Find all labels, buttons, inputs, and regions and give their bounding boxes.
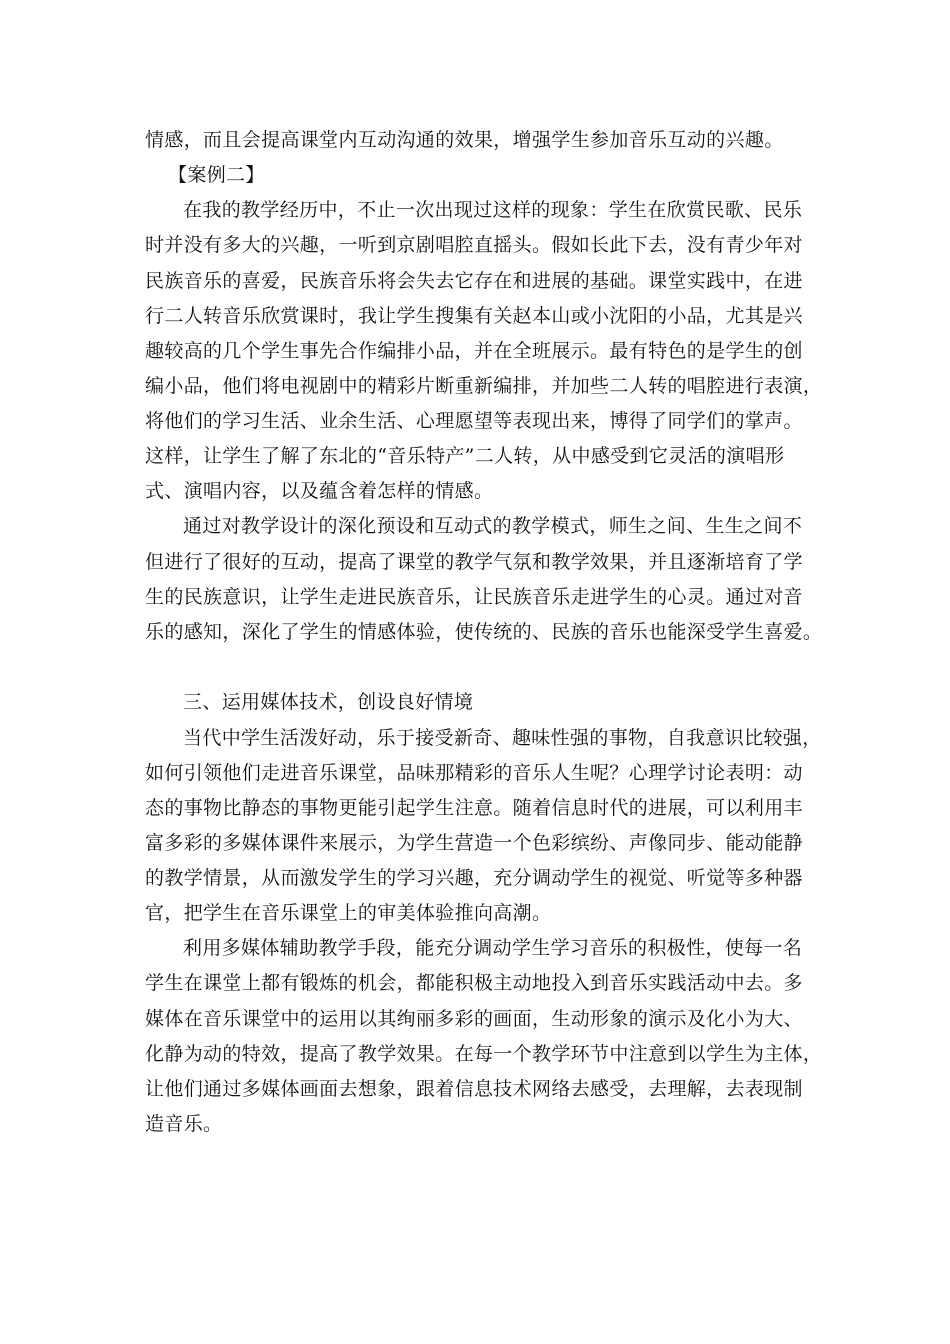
case-heading: 【案例二】 (168, 164, 265, 186)
paragraph-line: 通过对教学设计的深化预设和互动式的教学模式，师生之间、生生之间不 (183, 515, 803, 537)
paragraph-line: 富多彩的多媒体课件来展示，为学生营造一个色彩缤纷、声像同步、能动能静 (145, 832, 803, 854)
paragraph-line: 民族音乐的喜爱，民族音乐将会失去它存在和进展的基础。课堂实践中，在进 (145, 270, 803, 292)
paragraph-line: 造音乐。 (145, 1113, 223, 1135)
paragraph-line: 当代中学生活泼好动，乐于接受新奇、趣味性强的事物，自我意识比较强， (183, 727, 822, 749)
section-heading: 三、运用媒体技术，创设良好情境 (183, 691, 474, 713)
paragraph-line: 媒体在音乐课堂中的运用以其绚丽多彩的画面，生动形象的演示及化小为大、 (145, 1008, 803, 1030)
paragraph-line: 学生在课堂上都有锻炼的机会，都能积极主动地投入到音乐实践活动中去。多 (145, 972, 803, 994)
paragraph-line: 乐的感知，深化了学生的情感体验，使传统的、民族的音乐也能深受学生喜爱。 (145, 621, 823, 643)
paragraph-line: 将他们的学习生活、业余生活、心理愿望等表现出来，博得了同学们的掌声。 (145, 410, 803, 432)
paragraph-line: 趣较高的几个学生事先合作编排小品，并在全班展示。最有特色的是学生的创 (145, 340, 803, 362)
paragraph-line: 式、演唱内容，以及蕴含着怎样的情感。 (145, 480, 494, 502)
paragraph-line: 的教学情景，从而激发学生的学习兴趣，充分调动学生的视觉、听觉等多种器 (145, 867, 803, 889)
paragraph-line: 但进行了很好的互动，提高了课堂的教学气氛和教学效果，并且逐渐培育了学 (145, 551, 803, 573)
paragraph-line: 官，把学生在音乐课堂上的审美体验推向高潮。 (145, 902, 552, 924)
paragraph-line: 情感，而且会提高课堂内互动沟通的效果，增强学生参加音乐互动的兴趣。 (145, 129, 784, 151)
paragraph-line: 编小品，他们将电视剧中的精彩片断重新编排，并加些二人转的唱腔进行表演， (145, 375, 823, 397)
paragraph-line: 这样，让学生了解了东北的“音乐特产”二人转，从中感受到它灵活的演唱形 (145, 445, 785, 467)
paragraph-line: 行二人转音乐欣赏课时，我让学生搜集有关赵本山或小沈阳的小品，尤其是兴 (145, 305, 803, 327)
paragraph-line: 态的事物比静态的事物更能引起学生注意。随着信息时代的进展，可以利用丰 (145, 797, 803, 819)
paragraph-line: 化静为动的特效，提高了教学效果。在每一个教学环节中注意到以学生为主体， (145, 1043, 823, 1065)
paragraph-line: 生的民族意识，让学生走进民族音乐，让民族音乐走进学生的心灵。通过对音 (145, 586, 803, 608)
paragraph-line: 让他们通过多媒体画面去想象，跟着信息技术网络去感受，去理解，去表现制 (145, 1078, 803, 1100)
paragraph-line: 利用多媒体辅助教学手段，能充分调动学生学习音乐的积极性，使每一名 (183, 937, 803, 959)
paragraph-line: 时并没有多大的兴趣，一听到京剧唱腔直摇头。假如长此下去，没有青少年对 (145, 234, 803, 256)
paragraph-line: 如何引领他们走进音乐课堂，品味那精彩的音乐人生呢？心理学讨论表明：动 (145, 762, 803, 784)
paragraph-line: 在我的教学经历中，不止一次出现过这样的现象：学生在欣赏民歌、民乐 (183, 199, 803, 221)
